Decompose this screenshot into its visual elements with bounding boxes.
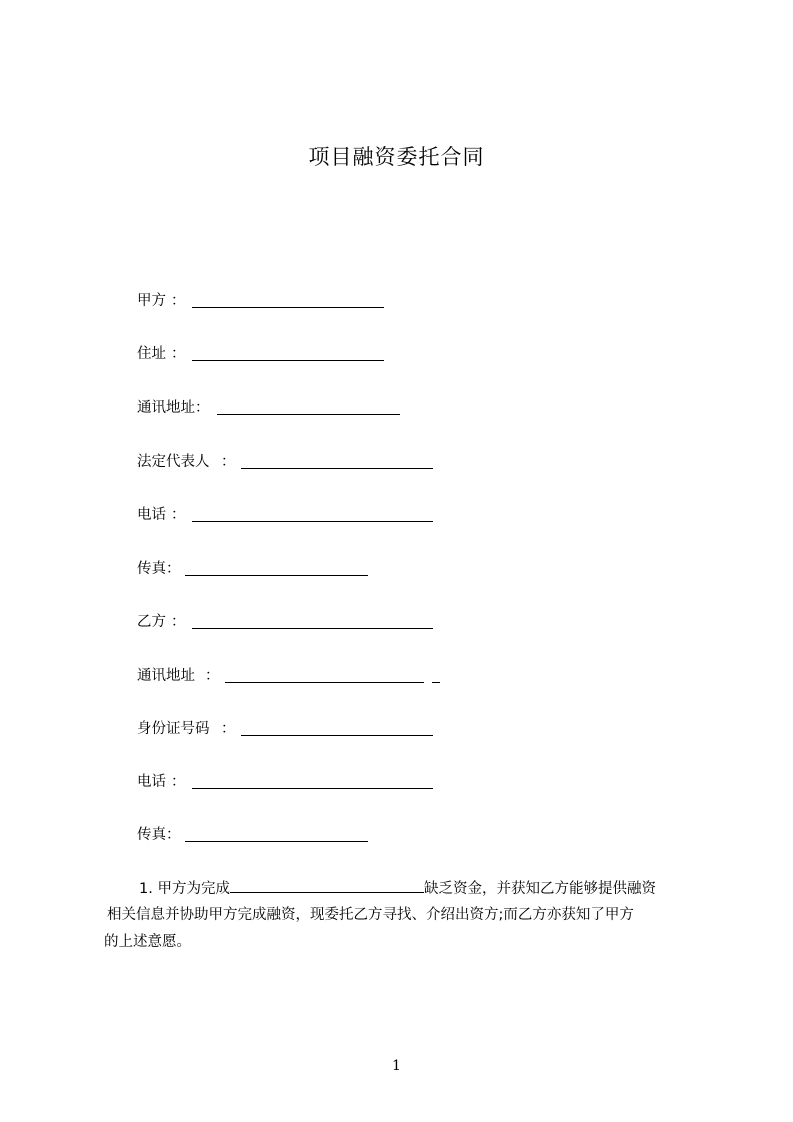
fax-a-field [137, 559, 377, 579]
phone-a-label: 电话 [137, 507, 166, 523]
id-number-colon: ： [221, 721, 236, 737]
address-colon: ： [171, 346, 186, 362]
mailing-address-b-tail [432, 682, 440, 683]
phone-a-field [137, 505, 437, 525]
clause-1 [104, 878, 704, 948]
phone-a-colon: ： [171, 507, 186, 523]
fax-b-field [137, 825, 377, 845]
id-number-label: 身份证号码 [137, 721, 210, 737]
clause-1-prefix: 1. 甲方为完成 [139, 881, 230, 897]
page-title: 项目融资委托合同 [308, 145, 485, 169]
mailing-address-a-field [137, 398, 407, 418]
legal-rep-colon: ： [221, 454, 236, 470]
phone-b-field [137, 772, 437, 792]
party-a-label: 甲方 [137, 293, 166, 309]
address-field [137, 344, 397, 364]
party-b-field [137, 612, 437, 632]
phone-b-blank[interactable] [192, 788, 433, 789]
phone-a-blank[interactable] [192, 521, 433, 522]
mailing-address-b-colon: ： [205, 668, 220, 684]
fax-a-blank[interactable] [185, 575, 368, 576]
clause-1-line-1 [139, 878, 656, 899]
mailing-address-b-blank[interactable] [225, 682, 424, 683]
party-a-blank[interactable] [192, 307, 384, 308]
legal-rep-blank[interactable] [241, 468, 433, 469]
phone-b-label: 电话 [137, 774, 166, 790]
mailing-address-a-label: 通讯地址： [137, 400, 210, 416]
clause-1-line-3: 的上述意愿。 [104, 934, 191, 950]
mailing-address-b-field [137, 666, 447, 686]
fax-b-label: 传真： [137, 827, 181, 843]
legal-rep-field [137, 452, 437, 472]
id-number-field [137, 719, 437, 739]
party-b-blank[interactable] [192, 628, 433, 629]
phone-b-colon: ： [171, 774, 186, 790]
party-b-colon: ： [171, 614, 186, 630]
clause-1-line-2: 相关信息并协助甲方完成融资，现委托乙方寻找、介绍出资方;而乙方亦获知了甲方 [107, 907, 634, 923]
party-b-label: 乙方 [137, 614, 166, 630]
address-blank[interactable] [192, 360, 384, 361]
mailing-address-a-blank[interactable] [217, 414, 400, 415]
address-label: 住址 [137, 346, 166, 362]
party-a-field [137, 291, 397, 311]
page-number: 1 [392, 1058, 401, 1074]
party-a-colon: ： [171, 293, 186, 309]
clause-1-blank[interactable] [230, 878, 424, 893]
legal-rep-label: 法定代表人 [137, 454, 210, 470]
id-number-blank[interactable] [241, 735, 433, 736]
fax-b-blank[interactable] [185, 841, 368, 842]
fax-a-label: 传真： [137, 561, 181, 577]
clause-1-suffix: 缺乏资金，并获知乙方能够提供融资 [423, 881, 656, 897]
mailing-address-b-label: 通讯地址 [137, 668, 195, 684]
